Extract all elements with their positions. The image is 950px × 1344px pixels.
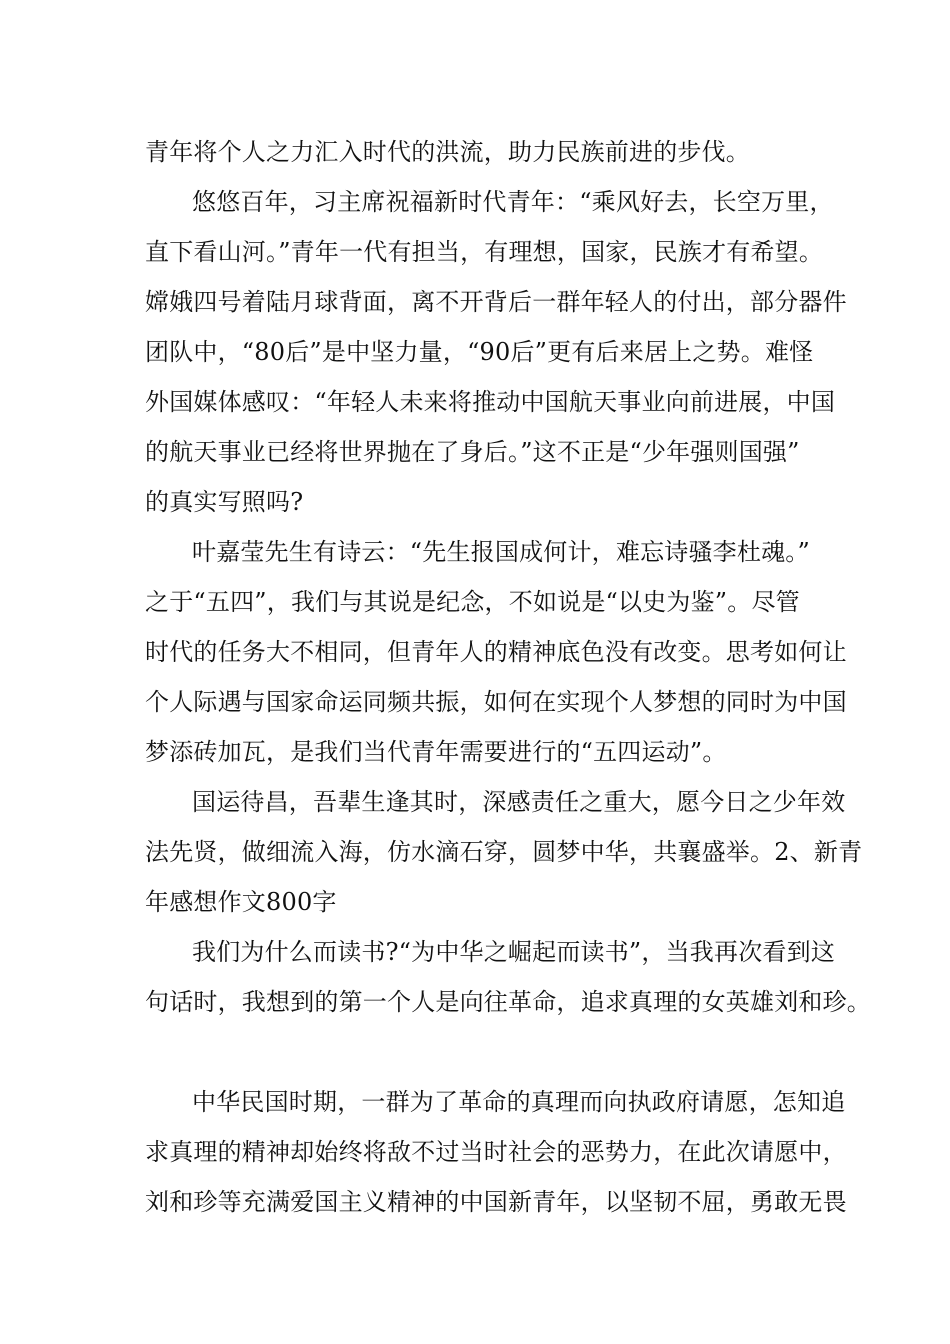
text-line: 直下看山河。”青年一代有担当，有理想，国家，民族才有希望。 [145,238,824,266]
text-line: 我们为什么而读书?“为中华之崛起而读书”，当我再次看到这 [192,938,836,966]
text-line: 嫦娥四号着陆月球背面，离不开背后一群年轻人的付出，部分器件 [145,288,847,316]
text-line: 的航天事业已经将世界抛在了身后。”这不正是“少年强则国强” [145,438,800,466]
text-line: 年感想作文800字 [145,888,337,916]
text-line: 刘和珍等充满爱国主义精神的中国新青年，以坚韧不屈，勇敢无畏 [145,1188,847,1216]
text-line: 的真实写照吗? [145,488,304,516]
text-line: 团队中，“80后”是中坚力量，“90后”更有后来居上之势。难怪 [145,338,814,366]
text-line: 悠悠百年，习主席祝福新时代青年：“乘风好去，长空万里， [192,188,834,216]
text-line: 句话时，我想到的第一个人是向往革命，追求真理的女英雄刘和珍。 [145,988,871,1016]
text-line: 法先贤，做细流入海，仿水滴石穿，圆梦中华，共襄盛举。2、新青 [145,838,863,866]
text-line: 国运待昌，吾辈生逢其时，深感责任之重大，愿今日之少年效 [192,788,846,816]
text-line: 外国媒体感叹：“年轻人未来将推动中国航天事业向前进展，中国 [145,388,836,416]
text-line: 求真理的精神却始终将敌不过当时社会的恶势力，在此次请愿中， [145,1138,847,1166]
text-line: 中华民国时期，一群为了革命的真理而向执政府请愿，怎知追 [192,1088,846,1116]
text-line: 时代的任务大不相同，但青年人的精神底色没有改变。思考如何让 [145,638,847,666]
text-line: 个人际遇与国家命运同频共振，如何在实现个人梦想的同时为中国 [145,688,847,716]
text-line: 之于“五四”，我们与其说是纪念，不如说是“以史为鉴”。尽管 [145,588,800,616]
text-line: 青年将个人之力汇入时代的洪流，助力民族前进的步伐。 [145,138,750,166]
text-line: 梦添砖加瓦，是我们当代青年需要进行的“五四运动”。 [145,738,727,766]
text-line: 叶嘉莹先生有诗云：“先生报国成何计，难忘诗骚李杜魂。” [192,538,810,566]
